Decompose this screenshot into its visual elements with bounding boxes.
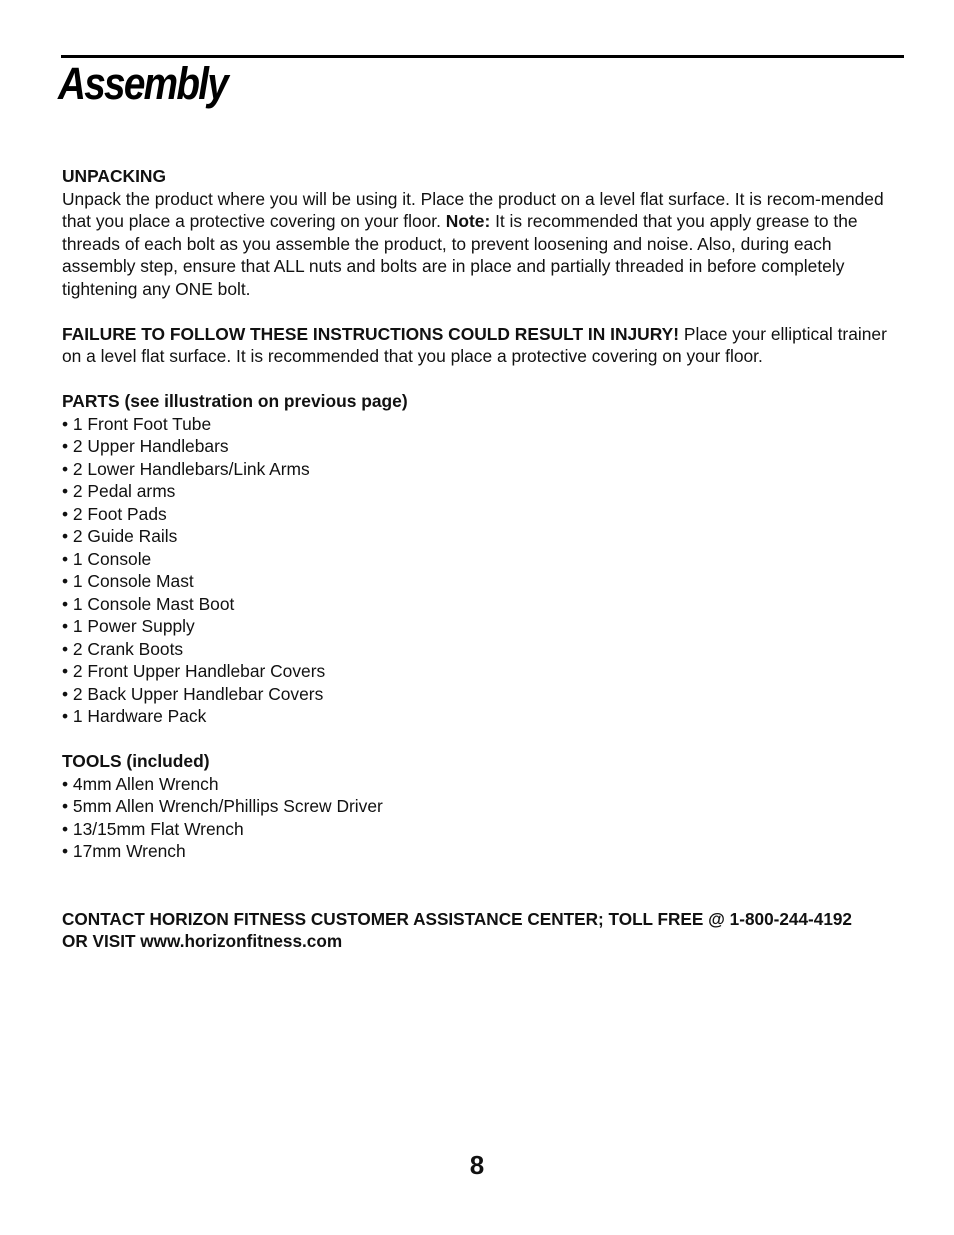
parts-heading: PARTS (see illustration on previous page) — [62, 391, 408, 411]
list-item: • 2 Crank Boots — [62, 638, 902, 661]
contact-line-2: OR VISIT www.horizonfitness.com — [62, 931, 343, 951]
list-item: • 13/15mm Flat Wrench — [62, 818, 902, 841]
list-item: • 17mm Wrench — [62, 840, 902, 863]
unpacking-text-2: It is recommended that you apply grease to the threads of each bolt as you assemble the product, to prevent loosening and noise. Also, during each assembly step, ensure that ALL nuts and bolts are in place and partially threaded in before completely tightening any ONE bolt. — [62, 211, 858, 299]
list-item: • 1 Power Supply — [62, 615, 902, 638]
warning-paragraph — [62, 323, 902, 368]
note-label: Note: — [445, 211, 491, 231]
list-item: • 1 Console Mast — [62, 570, 902, 593]
list-item: • 1 Console Mast Boot — [62, 593, 902, 616]
page-content — [62, 165, 902, 953]
list-item: • 2 Lower Handlebars/Link Arms — [62, 458, 902, 481]
contact-line-1: CONTACT HORIZON FITNESS CUSTOMER ASSISTANCE CENTER; TOLL FREE @ 1-800-244-4192 — [62, 908, 852, 929]
list-item: • 2 Back Upper Handlebar Covers — [62, 683, 902, 706]
list-item: • 4mm Allen Wrench — [62, 773, 902, 796]
warning-section — [62, 323, 902, 368]
parts-section — [62, 390, 902, 728]
warning-bold-text: FAILURE TO FOLLOW THESE INSTRUCTIONS COULD RESULT IN INJURY! — [62, 323, 680, 344]
list-item: • 2 Foot Pads — [62, 503, 902, 526]
list-item: • 2 Upper Handlebars — [62, 435, 902, 458]
page-title: Assembly — [58, 58, 228, 109]
list-item: • 2 Pedal arms — [62, 480, 902, 503]
list-item: • 2 Front Upper Handlebar Covers — [62, 660, 902, 683]
warning-text: Place your elliptical trainer on a level flat surface. It is recommended that you place a protective covering on your floor. — [62, 323, 887, 366]
unpacking-section — [62, 165, 902, 300]
tools-list — [62, 773, 902, 863]
unpacking-heading: UNPACKING — [62, 166, 167, 186]
unpacking-paragraph — [62, 188, 902, 301]
tools-section — [62, 750, 902, 863]
list-item: • 1 Hardware Pack — [62, 705, 902, 728]
contact-block — [62, 908, 902, 953]
unpacking-text-1: Unpack the product where you will be using it. Place the product on a level flat surface. It is recom-mended that you place a protective covering on your floor. — [62, 188, 884, 231]
tools-heading: TOOLS (included) — [62, 751, 210, 771]
list-item: • 1 Console — [62, 548, 902, 571]
page-number: 8 — [469, 1150, 485, 1180]
list-item: • 1 Front Foot Tube — [62, 413, 902, 436]
list-item: • 5mm Allen Wrench/Phillips Screw Driver — [62, 795, 902, 818]
parts-list — [62, 413, 902, 728]
list-item: • 2 Guide Rails — [62, 525, 902, 548]
